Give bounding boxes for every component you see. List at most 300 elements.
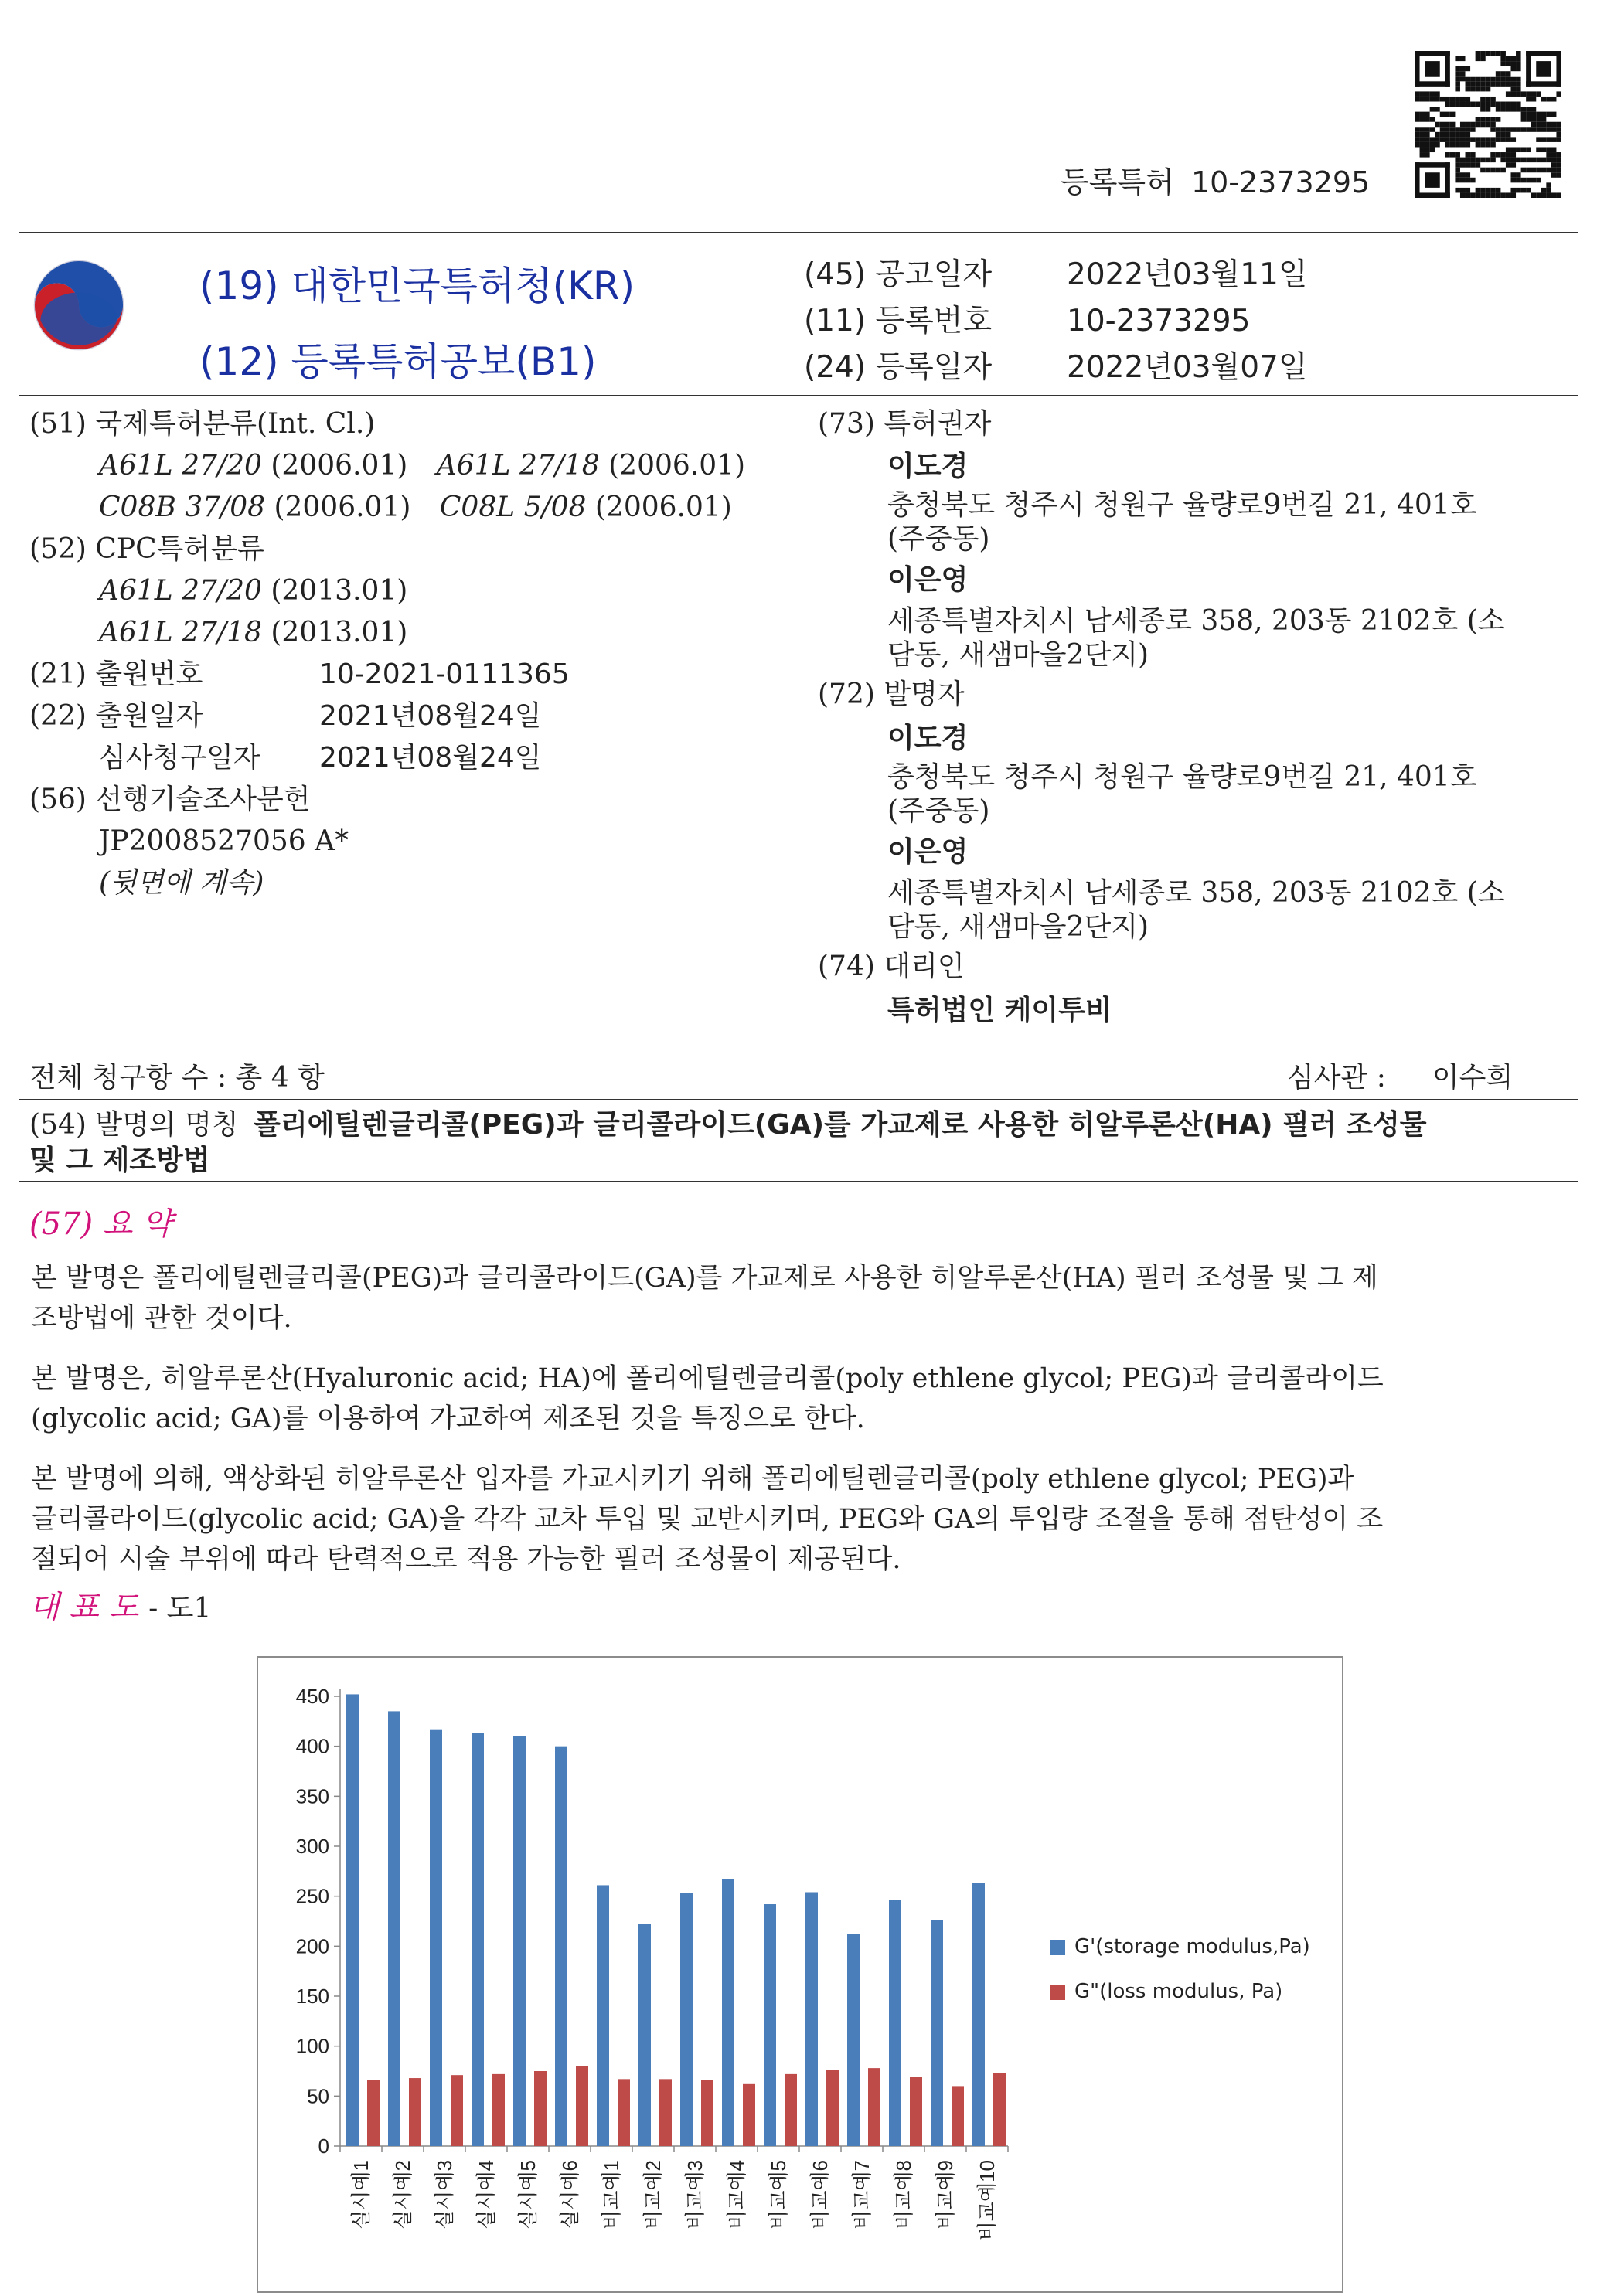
- qr-module: [1556, 122, 1561, 128]
- abstract-paragraph-3: 본 발명에 의해, 액상화된 히알루론산 입자를 가교시키기 위해 폴리에틸렌글리콜(poly ethlene glycol; PEG)과 글리콜라이드(glycolic acid; GA)을 각각 교차 투입 및 교반시키며, PEG와 GA의 투입량 조절을 통해 점탄성이 조 절되어 시술 부위에 따라 탄력적으로 적용 가능한 필러 조성물이 제공된다.: [31, 1464, 1384, 1575]
- qr-module: [1496, 188, 1501, 193]
- examiner: 심사관 : 이수희: [1287, 1062, 1514, 1094]
- qr-module: [1516, 77, 1521, 82]
- qr-module: [1516, 91, 1521, 97]
- qr-module: [1526, 51, 1531, 87]
- qr-module: [1415, 51, 1450, 56]
- qr-module: [1470, 158, 1476, 163]
- qr-module: [1500, 192, 1506, 198]
- qr-module: [1415, 91, 1420, 97]
- qr-module: [1450, 152, 1456, 158]
- qr-module: [1425, 112, 1430, 117]
- qr-module: [1455, 71, 1460, 77]
- qr-module: [1496, 77, 1501, 82]
- qr-module: [1420, 127, 1425, 132]
- top-rule: [19, 232, 1578, 233]
- qr-module: [1476, 158, 1481, 163]
- x-tick-label: 비교예6: [809, 2160, 832, 2230]
- qr-module: [1500, 51, 1506, 56]
- owner-address: 세종특별자치시 남세종로 358, 203동 2102호 (소: [887, 605, 1505, 637]
- qr-module: [1526, 81, 1561, 87]
- qr-module: [1526, 91, 1531, 97]
- qr-module: [1496, 168, 1501, 173]
- qr-module: [1480, 107, 1486, 112]
- qr-module: [1510, 147, 1516, 152]
- qr-module: [1470, 102, 1476, 107]
- qr-module: [1460, 137, 1466, 142]
- qr-module: [1526, 112, 1531, 117]
- invention-title-label: (54) 발명의 명칭: [29, 1109, 239, 1141]
- qr-module: [1551, 152, 1557, 158]
- qr-module: [1460, 71, 1466, 77]
- qr-module: [1541, 158, 1547, 163]
- qr-module: [1536, 117, 1541, 122]
- qr-module: [1466, 172, 1471, 178]
- inventor-address: 충청북도 청주시 청원구 율량로9번길 21, 401호: [887, 761, 1477, 793]
- qr-module: [1486, 142, 1491, 148]
- invention-title-text: 및 그 제조방법: [29, 1145, 210, 1176]
- qr-module: [1460, 122, 1466, 128]
- qr-module: [1466, 158, 1471, 163]
- bar-loss: [993, 2073, 1006, 2146]
- qr-module: [1521, 107, 1527, 112]
- qr-module: [1510, 61, 1516, 66]
- qr-module: [1480, 87, 1486, 92]
- qr-module: [1476, 102, 1481, 107]
- qr-module: [1516, 127, 1521, 132]
- qr-module: [1455, 132, 1460, 138]
- qr-module: [1466, 142, 1471, 148]
- qr-module: [1455, 142, 1460, 148]
- qr-module: [1445, 51, 1450, 87]
- y-tick-label: 450: [295, 1685, 329, 1708]
- qr-module: [1415, 117, 1420, 122]
- qr-module: [1470, 127, 1476, 132]
- qr-module: [1466, 152, 1471, 158]
- bar-loss: [451, 2075, 463, 2146]
- qr-module: [1445, 127, 1450, 132]
- qr-module: [1440, 122, 1445, 128]
- qr-module: [1510, 172, 1516, 178]
- qr-module: [1551, 192, 1557, 198]
- qr-module: [1470, 192, 1476, 198]
- qr-module: [1551, 127, 1557, 132]
- qr-module: [1455, 168, 1460, 173]
- bar-loss: [868, 2068, 880, 2146]
- qr-module: [1536, 168, 1541, 173]
- bar-loss: [367, 2080, 380, 2146]
- qr-module: [1516, 81, 1521, 87]
- x-tick-label: 실시예6: [558, 2160, 581, 2230]
- qr-module: [1430, 91, 1435, 97]
- qr-module: [1510, 158, 1516, 163]
- qr-module: [1516, 178, 1521, 183]
- inventor-name: 이도경: [887, 723, 969, 754]
- qr-module: [1425, 97, 1430, 102]
- qr-module: [1460, 132, 1466, 138]
- qr-module: [1460, 97, 1466, 102]
- header-reg-label: 등록특허: [1061, 165, 1174, 199]
- qr-module: [1460, 102, 1466, 107]
- qr-module: [1510, 188, 1516, 193]
- exam-date: 심사청구일자 2021년08월24일: [99, 742, 542, 774]
- qr-module: [1480, 137, 1486, 142]
- cpc-label: (52) CPC특허분류: [29, 533, 264, 565]
- qr-module: [1455, 178, 1460, 183]
- header-rule: [19, 395, 1578, 396]
- qr-module: [1455, 102, 1460, 107]
- qr-module: [1466, 77, 1471, 82]
- qr-module: [1536, 178, 1541, 183]
- qr-module: [1490, 127, 1496, 132]
- qr-module: [1455, 188, 1460, 193]
- representative-figure: [29, 1583, 211, 1627]
- qr-module: [1455, 87, 1460, 92]
- qr-module: [1415, 192, 1450, 198]
- qr-module: [1546, 168, 1551, 173]
- qr-module: [1516, 66, 1521, 72]
- qr-module: [1541, 168, 1547, 173]
- qr-module: [1486, 188, 1491, 193]
- abstract-paragraph-1: 본 발명은 폴리에틸렌글리콜(PEG)과 글리콜라이드(GA)를 가교제로 사용한 히알루론산(HA) 필러 조성물 및 그 제 조방법에 관한 것이다.: [31, 1263, 1378, 1334]
- qr-module: [1556, 168, 1561, 173]
- qr-module: [1510, 152, 1516, 158]
- qr-module: [1470, 77, 1476, 82]
- qr-module: [1536, 147, 1541, 152]
- x-tick-label: 실시예2: [391, 2160, 414, 2230]
- qr-module: [1526, 117, 1531, 122]
- qr-module: [1420, 91, 1425, 97]
- qr-module: [1466, 132, 1471, 138]
- qr-module: [1510, 178, 1516, 183]
- qr-module: [1445, 112, 1450, 117]
- qr-module: [1541, 137, 1547, 142]
- qr-module: [1546, 152, 1551, 158]
- qr-module: [1445, 102, 1450, 107]
- qr-module: [1486, 107, 1491, 112]
- qr-module: [1476, 188, 1481, 193]
- qr-module: [1430, 127, 1435, 132]
- qr-module: [1415, 51, 1420, 87]
- pub-field-row: (24) 등록일자 2022년03월07일: [804, 350, 1308, 385]
- owner-name: 이도경: [887, 451, 969, 482]
- inventor-label: (72) 발명자: [818, 679, 965, 710]
- qr-module: [1435, 91, 1440, 97]
- qr-module: [1420, 142, 1425, 148]
- qr-module: [1425, 142, 1430, 148]
- qr-module: [1470, 81, 1476, 87]
- qr-module: [1536, 137, 1541, 142]
- bar-storage: [847, 1934, 860, 2146]
- qr-module: [1526, 147, 1531, 152]
- qr-module: [1455, 97, 1460, 102]
- qr-module: [1455, 158, 1460, 163]
- qr-module: [1506, 107, 1511, 112]
- office-title: (19) 대한민국특허청(KR): [199, 264, 635, 308]
- qr-module: [1425, 152, 1430, 158]
- qr-module: [1546, 127, 1551, 132]
- qr-module: [1450, 132, 1456, 138]
- y-tick-label: 100: [295, 2034, 329, 2058]
- ipc-row: A61L 27/20 (2006.01) A61L 27/18 (2006.01): [99, 450, 746, 481]
- qr-module: [1460, 66, 1466, 72]
- x-tick-label: 비교예4: [725, 2160, 748, 2230]
- qr-module: [1450, 112, 1456, 117]
- qr-module: [1531, 168, 1537, 173]
- qr-module: [1526, 188, 1531, 193]
- qr-module: [1531, 127, 1537, 132]
- qr-module: [1496, 117, 1501, 122]
- inventor-address: 세종특별자치시 남세종로 358, 203동 2102호 (소: [887, 877, 1505, 909]
- x-tick-label: 실시예4: [475, 2160, 498, 2230]
- qr-module: [1450, 102, 1456, 107]
- qr-module: [1490, 122, 1496, 128]
- bar-loss: [910, 2077, 922, 2146]
- qr-module: [1445, 97, 1450, 102]
- owner-address: 담동, 새샘마을2단지): [887, 639, 1149, 671]
- qr-module: [1430, 137, 1435, 142]
- qr-module: [1476, 56, 1481, 62]
- qr-module: [1541, 127, 1547, 132]
- qr-module: [1556, 152, 1561, 158]
- qr-module: [1425, 132, 1430, 138]
- qr-module: [1480, 56, 1486, 62]
- qr-module: [1470, 137, 1476, 142]
- qr-module: [1546, 112, 1551, 117]
- qr-module: [1486, 158, 1491, 163]
- qr-module: [1480, 102, 1486, 107]
- qr-module: [1476, 77, 1481, 82]
- bar-storage: [513, 1736, 526, 2146]
- invention-title-text: 폴리에틸렌글리콜(PEG)과 글리콜라이드(GA)를 가교제로 사용한 히알루론산(HA) 필러 조성물: [254, 1109, 1427, 1141]
- qr-module: [1480, 77, 1486, 82]
- qr-module: [1516, 158, 1521, 163]
- qr-module: [1466, 137, 1471, 142]
- qr-module: [1415, 97, 1420, 102]
- owner-address: (주중동): [887, 523, 990, 555]
- qr-module: [1496, 152, 1501, 158]
- qr-module: [1506, 162, 1511, 168]
- qr-module: [1466, 66, 1471, 72]
- qr-module: [1490, 51, 1496, 56]
- qr-module: [1500, 77, 1506, 82]
- qr-module: [1445, 132, 1450, 138]
- bibliographic-right: [818, 403, 1575, 1032]
- qr-module: [1480, 117, 1486, 122]
- qr-module: [1556, 162, 1561, 168]
- qr-module: [1450, 142, 1456, 148]
- qr-module: [1425, 91, 1430, 97]
- bar-storage: [972, 1883, 985, 2146]
- qr-module: [1486, 87, 1491, 92]
- qr-module: [1480, 188, 1486, 193]
- qr-module: [1466, 122, 1471, 128]
- qr-module: [1470, 178, 1476, 183]
- bar-loss: [826, 2070, 839, 2146]
- qr-module: [1415, 127, 1420, 132]
- qr-module: [1526, 168, 1531, 173]
- qr-module: [1526, 51, 1561, 56]
- qr-module: [1510, 107, 1516, 112]
- application-date: (22) 출원일자 2021년08월24일: [29, 700, 542, 732]
- qr-module: [1510, 87, 1516, 92]
- owner-address: 충청북도 청주시 청원구 율량로9번길 21, 401호: [887, 489, 1477, 521]
- qr-module: [1521, 188, 1527, 193]
- qr-module: [1506, 61, 1511, 66]
- qr-module: [1466, 97, 1471, 102]
- qr-module: [1516, 188, 1521, 193]
- qr-module: [1556, 127, 1561, 132]
- qr-module: [1546, 182, 1551, 188]
- qr-module: [1435, 137, 1440, 142]
- qr-module: [1516, 51, 1521, 56]
- qr-module: [1435, 107, 1440, 112]
- qr-module: [1506, 81, 1511, 87]
- claims-rule: [19, 1099, 1578, 1100]
- qr-module: [1425, 137, 1430, 142]
- chart-frame: [257, 1656, 1343, 2293]
- qr-module: [1490, 97, 1496, 102]
- qr-module: [1466, 81, 1471, 87]
- qr-module: [1430, 117, 1435, 122]
- qr-module: [1531, 107, 1537, 112]
- inventor-name: 이은영: [887, 836, 969, 868]
- qr-module: [1476, 122, 1481, 128]
- qr-module: [1496, 137, 1501, 142]
- qr-module: [1420, 137, 1425, 142]
- bar-storage: [555, 1747, 567, 2146]
- agent-label: (74) 대리인: [818, 951, 965, 982]
- x-tick-label: 비교예10: [976, 2160, 999, 2241]
- qr-module: [1516, 61, 1521, 66]
- qr-module: [1480, 142, 1486, 148]
- bar-storage: [889, 1900, 901, 2146]
- continued-note: (뒷면에 계속): [99, 867, 264, 899]
- qr-module: [1445, 122, 1450, 128]
- qr-module: [1415, 142, 1420, 148]
- qr-module: [1521, 127, 1527, 132]
- qr-module: [1536, 112, 1541, 117]
- bar-loss: [576, 2066, 588, 2146]
- legend-item: G"(loss modulus, Pa): [1050, 1969, 1310, 2014]
- qr-module: [1425, 127, 1430, 132]
- qr-module: [1526, 97, 1531, 102]
- x-tick-label: 비교예5: [767, 2160, 790, 2230]
- bar-storage: [472, 1733, 484, 2146]
- bar-storage: [722, 1879, 734, 2146]
- qr-module: [1521, 147, 1527, 152]
- qr-module: [1510, 137, 1516, 142]
- qr-module: [1546, 147, 1551, 152]
- qr-module: [1506, 152, 1511, 158]
- qr-module: [1521, 112, 1527, 117]
- qr-module: [1435, 142, 1440, 148]
- qr-module: [1455, 137, 1460, 142]
- qr-module: [1420, 117, 1425, 122]
- qr-module: [1455, 81, 1460, 87]
- qr-module: [1526, 158, 1531, 163]
- qr-module: [1551, 122, 1557, 128]
- qr-module: [1546, 137, 1551, 142]
- qr-module: [1536, 122, 1541, 128]
- qr-module: [1415, 162, 1420, 198]
- qr-module: [1516, 147, 1521, 152]
- qr-module: [1531, 158, 1537, 163]
- qr-module: [1490, 168, 1496, 173]
- qr-module: [1516, 172, 1521, 178]
- qr-module: [1480, 81, 1486, 87]
- qr-module: [1556, 158, 1561, 163]
- qr-module: [1496, 51, 1501, 56]
- qr-module: [1435, 122, 1440, 128]
- qr-module: [1536, 127, 1541, 132]
- qr-module: [1490, 102, 1496, 107]
- qr-module: [1526, 178, 1531, 183]
- qr-module: [1476, 137, 1481, 142]
- y-tick-label: 200: [295, 1934, 329, 1958]
- qr-module: [1500, 152, 1506, 158]
- qr-module: [1470, 162, 1476, 168]
- qr-module: [1546, 97, 1551, 102]
- qr-module: [1430, 147, 1435, 152]
- qr-module: [1486, 137, 1491, 142]
- qr-module: [1430, 142, 1435, 148]
- bar-storage: [430, 1730, 442, 2146]
- qr-module: [1440, 132, 1445, 138]
- qr-module: [1506, 137, 1511, 142]
- qr-module: [1420, 152, 1425, 158]
- bar-storage: [638, 1924, 651, 2146]
- qr-module: [1496, 102, 1501, 107]
- y-tick-label: 400: [295, 1734, 329, 1758]
- qr-module: [1496, 107, 1501, 112]
- qr-module: [1536, 192, 1541, 198]
- kipo-logo-icon: [31, 257, 127, 353]
- qr-module: [1476, 117, 1481, 122]
- qr-module: [1486, 168, 1491, 173]
- qr-module: [1490, 188, 1496, 193]
- qr-module: [1506, 147, 1511, 152]
- rep-fig-value: - 도1: [148, 1593, 212, 1624]
- y-tick-label: 50: [307, 2084, 329, 2108]
- bar-storage: [346, 1694, 359, 2146]
- qr-module: [1425, 147, 1430, 152]
- qr-module: [1521, 91, 1527, 97]
- qr-module: [1415, 81, 1450, 87]
- qr-module: [1500, 56, 1506, 62]
- qr-module: [1526, 107, 1531, 112]
- qr-module: [1486, 117, 1491, 122]
- qr-module: [1500, 132, 1506, 138]
- qr-module: [1551, 158, 1557, 163]
- qr-module: [1466, 162, 1471, 168]
- qr-module: [1531, 112, 1537, 117]
- qr-module: [1480, 158, 1486, 163]
- qr-module: [1460, 158, 1466, 163]
- qr-module: [1551, 147, 1557, 152]
- qr-module: [1506, 132, 1511, 138]
- qr-module: [1450, 97, 1456, 102]
- qr-module: [1516, 107, 1521, 112]
- qr-module: [1476, 162, 1481, 168]
- qr-module: [1510, 56, 1516, 62]
- y-tick-label: 0: [318, 2134, 329, 2158]
- qr-module: [1470, 152, 1476, 158]
- qr-module: [1455, 56, 1460, 62]
- qr-module: [1490, 81, 1496, 87]
- qr-module: [1551, 168, 1557, 173]
- qr-module: [1500, 61, 1506, 66]
